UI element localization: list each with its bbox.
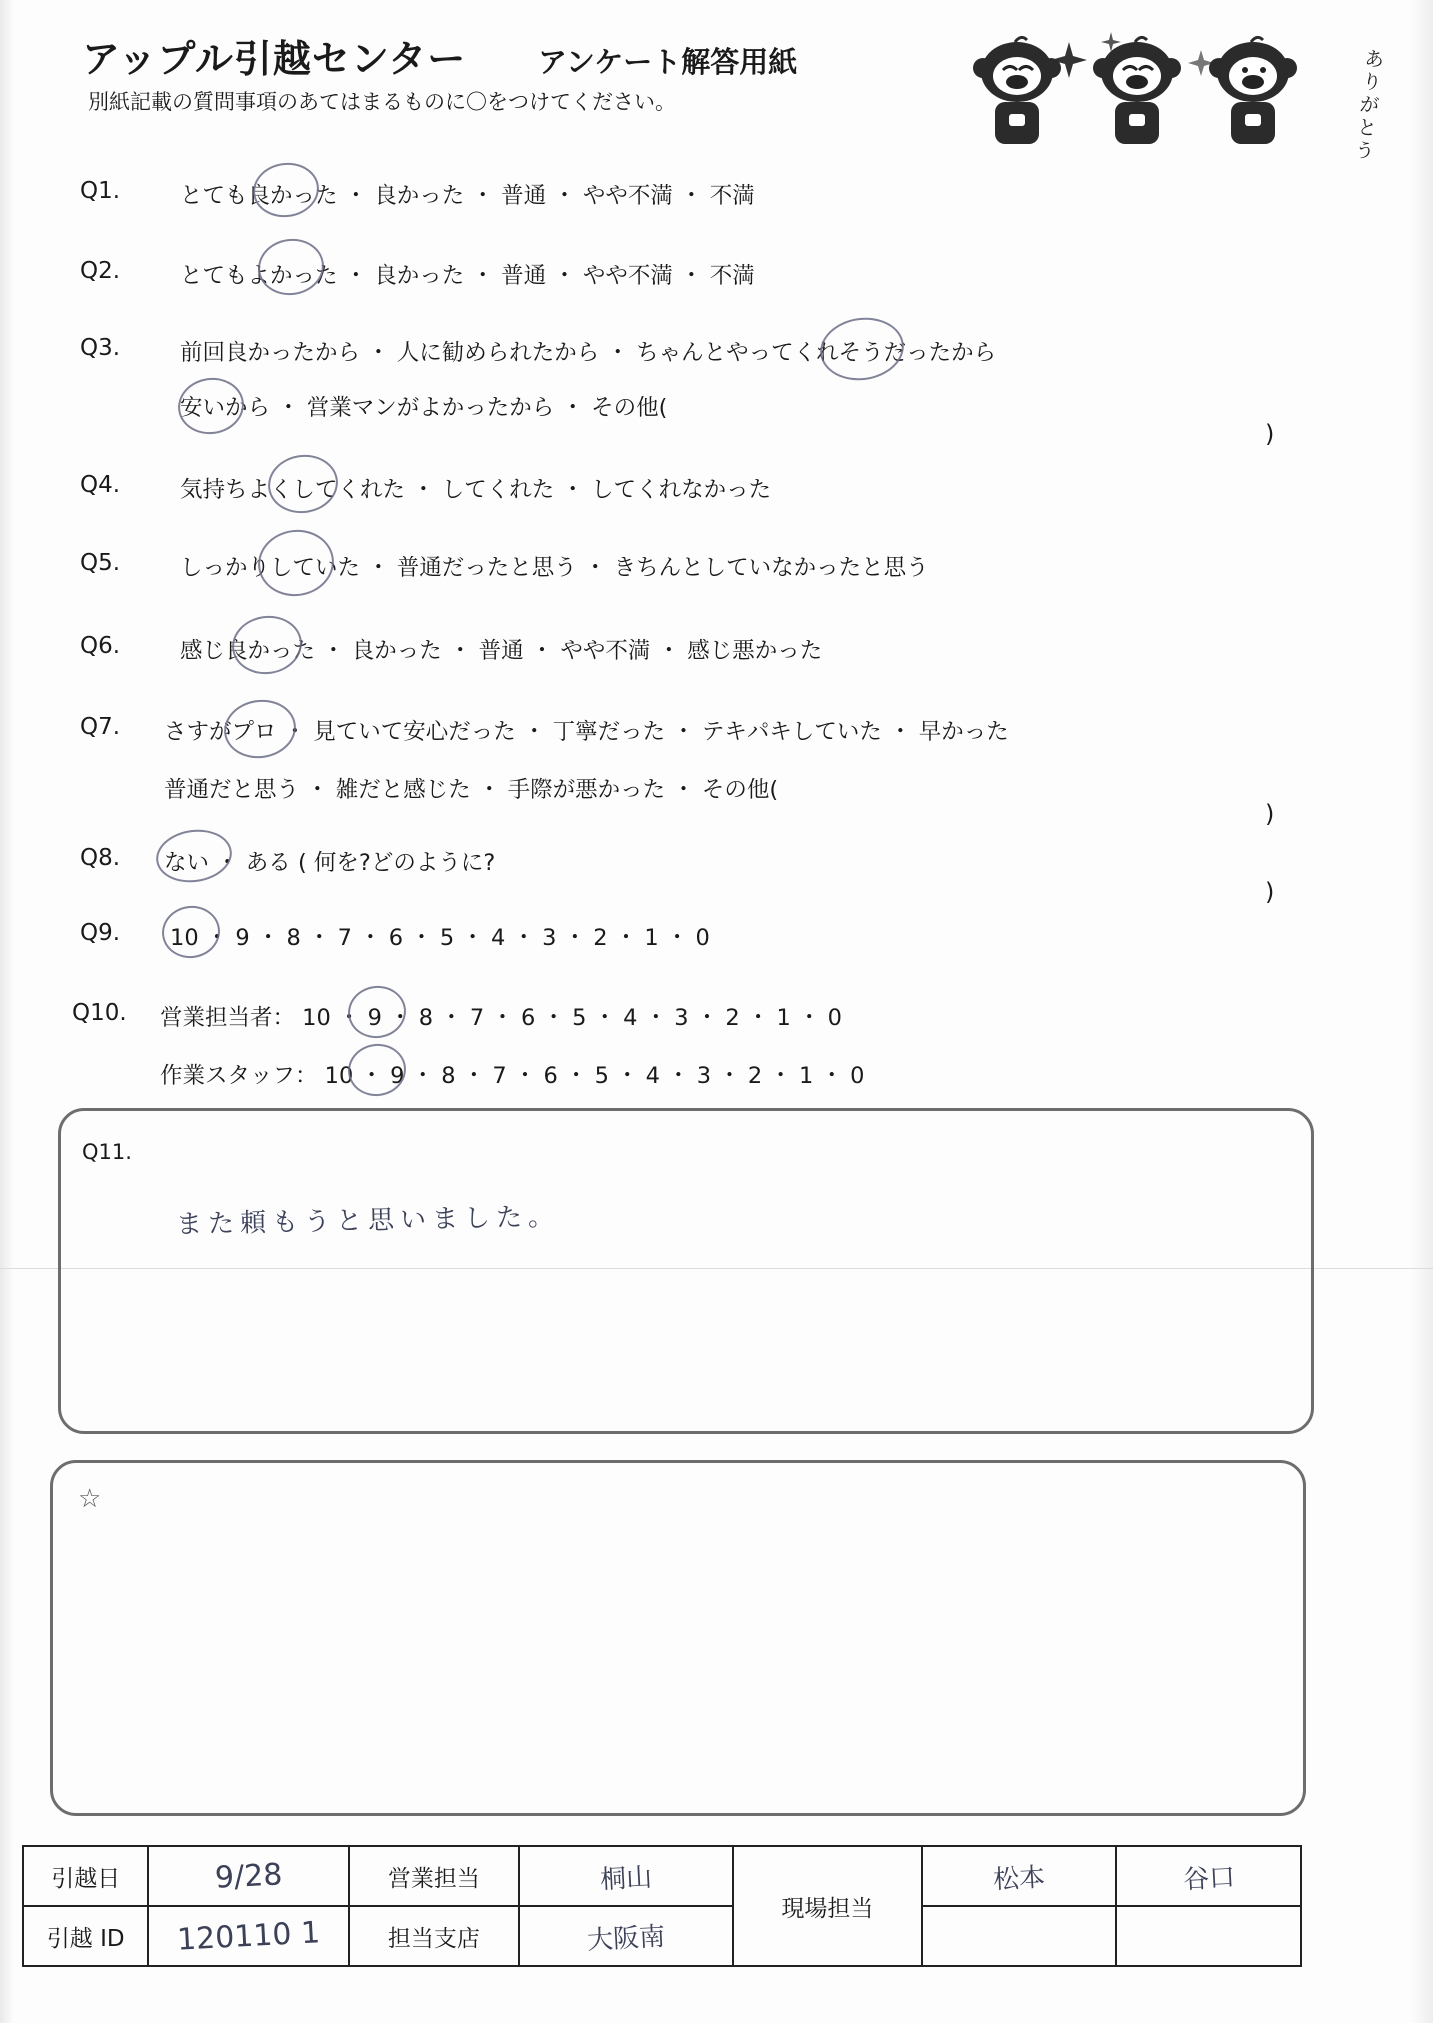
answer-circle-q7	[220, 695, 299, 762]
close-paren-q3: )	[1265, 420, 1275, 448]
handwritten-move-date: 9/28	[214, 1856, 284, 1896]
page-edge-right	[1411, 0, 1433, 2023]
close-paren-q8: )	[1265, 878, 1275, 906]
comment-box-q11[interactable]	[58, 1108, 1314, 1434]
cell-value-move-date[interactable]	[148, 1846, 349, 1906]
page-edge-left	[0, 0, 14, 2023]
question-options-q3-line2[interactable]: 安いから ・ 営業マンがよかったから ・ その他(	[180, 395, 668, 421]
table-row	[23, 1846, 1301, 1906]
question-label-q6: Q6.	[80, 633, 121, 659]
question-options-q9[interactable]: 10 ・ 9 ・ 8 ・ 7 ・ 6 ・ 5 ・ 4 ・ 3 ・ 2 ・ 1 ・ 0	[170, 925, 710, 951]
question-label-q3: Q3.	[80, 335, 121, 361]
question-options-q1[interactable]: とても良かった ・ 良かった ・ 普通 ・ やや不満 ・ 不満	[180, 183, 755, 209]
answer-circle-q9	[159, 902, 224, 962]
cell-value-branch[interactable]	[519, 1906, 733, 1966]
handwritten-move-id: 120110 1	[176, 1914, 322, 1958]
cell-value-site-rep-2[interactable]	[1116, 1846, 1301, 1906]
handwritten-site-rep-2: 谷口	[1182, 1862, 1236, 1895]
thanks-stamp: ありがとう	[1350, 47, 1386, 164]
handwritten-comment-q11: また頼もうと思いました。	[175, 1201, 561, 1241]
answer-circle-q1	[250, 159, 323, 222]
table-row	[23, 1906, 1301, 1966]
answer-circle-q6	[228, 611, 305, 678]
handwritten-branch: 大阪南	[586, 1921, 666, 1956]
question-options-q7-line2[interactable]: 普通だと思う ・ 雑だと感じた ・ 手際が悪かった ・ その他(	[164, 777, 779, 803]
mascot-illustration	[951, 28, 1371, 188]
cell-value-move-id[interactable]	[148, 1906, 349, 1966]
question-options-q6[interactable]: 感じ良かった ・ 良かった ・ 普通 ・ やや不満 ・ 感じ悪かった	[180, 638, 823, 664]
question-options-q7-line1[interactable]: さすがプロ ・ 見ていて安心だった ・ 丁寧だった ・ テキパキしていた ・ 早かった	[164, 719, 1009, 745]
question-options-q8[interactable]: ない ・ ある ( 何を?どのように?	[164, 850, 496, 876]
answer-circle-q3b	[174, 374, 247, 439]
comment-box-star[interactable]	[50, 1460, 1306, 1816]
question-label-q9: Q9.	[80, 920, 121, 946]
question-options-q3-line1[interactable]: 前回良かったから ・ 人に勧められたから ・ ちゃんとやってくれそうだったから	[180, 340, 997, 366]
question-options-q10-staff[interactable]: 作業スタッフ： 10 ・ 9 ・ 8 ・ 7 ・ 6 ・ 5 ・ 4 ・ 3 ・ 2 ・ 1 ・ 0	[160, 1063, 865, 1089]
answer-circle-q5	[254, 525, 338, 601]
cell-value-blank-1[interactable]	[922, 1906, 1116, 1966]
handwritten-site-rep-1: 松本	[992, 1862, 1047, 1895]
cell-label-move-id: 引越 ID	[23, 1906, 148, 1966]
cell-label-move-date: 引越日	[23, 1846, 148, 1906]
form-title: アンケート解答用紙	[538, 45, 798, 79]
cell-value-site-rep-1[interactable]	[922, 1846, 1116, 1906]
question-options-q10-sales[interactable]: 営業担当者： 10 ・ 9 ・ 8 ・ 7 ・ 6 ・ 5 ・ 4 ・ 3 ・ 2 ・ 1 ・ 0	[160, 1005, 842, 1031]
answer-circle-q10-sales	[345, 982, 410, 1042]
star-icon: ☆	[78, 1484, 102, 1514]
question-options-q5[interactable]: しっかりしていた ・ 普通だったと思う ・ きちんとしていなかったと思う	[180, 555, 929, 581]
question-label-q4: Q4.	[80, 472, 121, 498]
comment-box-label-q11: Q11.	[82, 1140, 132, 1164]
answer-circle-q10-staff	[345, 1040, 410, 1100]
footer-info-table	[22, 1845, 1302, 1967]
instruction-text: 別紙記載の質問事項のあてはまるものに〇をつけてください。	[88, 90, 676, 114]
cell-label-sales-rep: 営業担当	[349, 1846, 519, 1906]
question-label-q5: Q5.	[80, 550, 121, 576]
cell-label-branch: 担当支店	[349, 1906, 519, 1966]
cell-value-blank-2[interactable]	[1116, 1906, 1301, 1966]
question-label-q2: Q2.	[80, 258, 121, 284]
question-label-q7: Q7.	[80, 714, 121, 740]
cell-label-site-rep: 現場担当	[733, 1846, 922, 1966]
close-paren-q7: )	[1265, 800, 1275, 828]
answer-circle-q4	[264, 450, 341, 517]
question-options-q2[interactable]: とてもよかった ・ 良かった ・ 普通 ・ やや不満 ・ 不満	[180, 263, 755, 289]
question-label-q10: Q10.	[72, 1000, 127, 1026]
question-label-q8: Q8.	[80, 845, 121, 871]
company-title: アップル引越センター	[82, 37, 467, 81]
question-label-q1: Q1.	[80, 178, 121, 204]
handwritten-sales-rep: 桐山	[599, 1862, 653, 1895]
cell-value-sales-rep[interactable]	[519, 1846, 733, 1906]
answer-circle-q8	[153, 825, 235, 887]
question-options-q4[interactable]: 気持ちよくしてくれた ・ してくれた ・ してくれなかった	[180, 477, 772, 503]
answer-circle-q3a	[816, 312, 908, 385]
